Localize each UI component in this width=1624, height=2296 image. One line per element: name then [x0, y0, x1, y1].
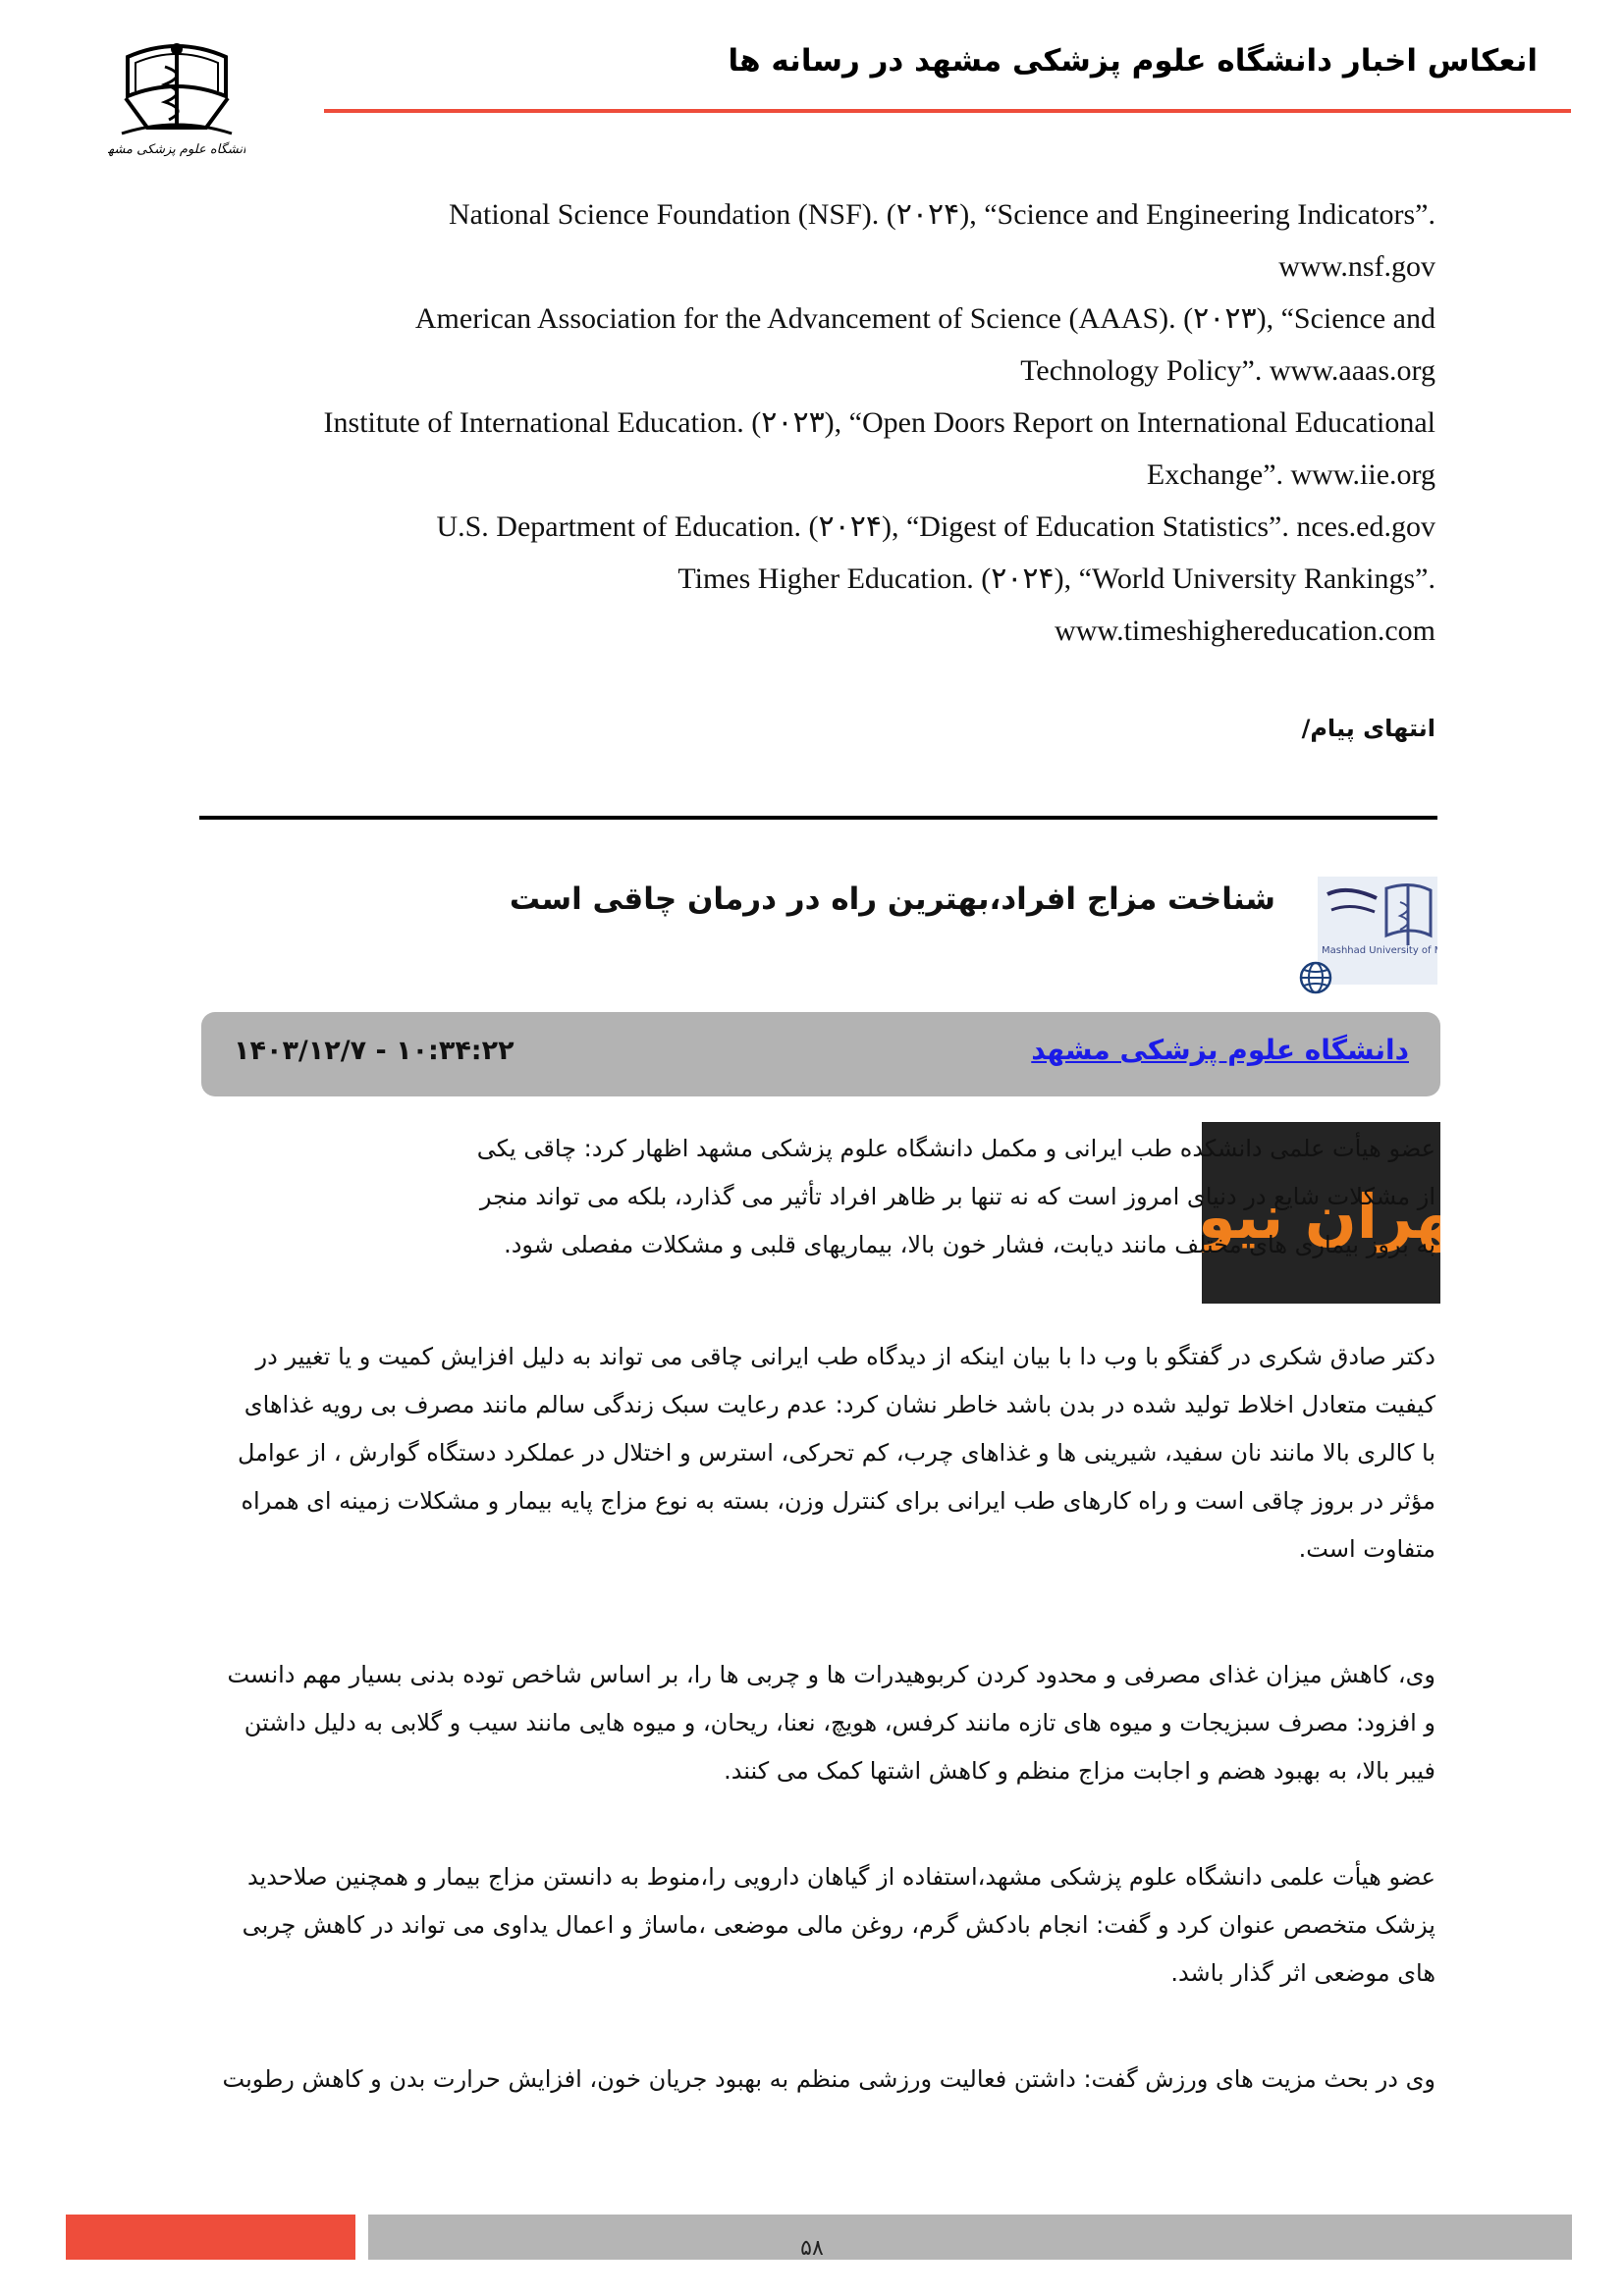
reference-line: Institute of International Education. (۲۰۲۳), “Open Doors Report on International Educational [323, 406, 1435, 439]
article-paragraph [196, 1333, 1435, 1574]
reference-line: Technology Policy”. www.aaas.org [1020, 354, 1435, 387]
paragraph-line: فیبر بالا، به بهبود هضم و اجابت مزاج منظم و کاهش اشتها کمک می کنند. [724, 1757, 1435, 1785]
publish-datetime: ۱۴۰۳/۱۲/۷ - ۱۰:۳۴:۲۲ [234, 1036, 514, 1066]
paragraph-line: عضو هیأت علمی دانشکده طب ایرانی و مکمل دانشگاه علوم پزشکی مشهد اظهار کرد: چاقی یکی [476, 1135, 1435, 1162]
reference-item [196, 397, 1435, 501]
end-of-message: انتهای پیام/ [1301, 715, 1435, 742]
university-logo-icon [108, 37, 245, 163]
paragraph-line: از مشکلات شایع در دنیای امروز است که نه تنها بر ظاهر افراد تأثیر می گذارد، بلکه می تواند منجر [479, 1183, 1435, 1210]
paragraph-line: با کالری بالا مانند نان سفید، شیرینی ها و غذاهای چرب، کم تحرکی، استرس و اختلال در عملکرد دستگاه گوارش ، از عوامل [237, 1439, 1435, 1467]
outlet-logo-text: هران نیو [1202, 1181, 1440, 1253]
article-paragraph [196, 1651, 1435, 1795]
reference-item [196, 188, 1435, 293]
reference-line: www.nsf.gov [1278, 250, 1435, 283]
source-link[interactable]: دانشگاه علوم پزشکی مشهد [1031, 1034, 1409, 1066]
paragraph-line: های موضعی اثر گذار باشد. [1170, 1959, 1435, 1987]
svg-text:دانشگاه علوم پزشکی مشهد: دانشگاه علوم پزشکی مشهد [108, 142, 245, 157]
paragraph-line: متفاوت است. [1298, 1535, 1435, 1563]
page-number: ۵۸ [800, 2236, 824, 2261]
paragraph-line: مؤثر در بروز چاقی است و راه کارهای طب ایرانی برای کنترل وزن، بسته به نوع مزاج پایه بیمار و مشکلات زمینه ای همراه [241, 1487, 1435, 1515]
source-thumbnail [1318, 877, 1437, 985]
reference-line: www.timeshighereducation.com [1055, 614, 1435, 647]
university-logo [108, 37, 245, 163]
paragraph-line: به بروز بیماری های مختلف مانند دیابت، فشار خون بالا، بیماریهای قلبی و مشکلات مفصلی شود. [504, 1231, 1435, 1258]
source-thumbnail-icon [1318, 877, 1437, 985]
paragraph-line: کیفیت متعادل اخلاط تولید شده در بدن باشد خاطر نشان کرد: عدم رعایت سبک زندگی سالم مانند مصرف بی رویه غذاهای [244, 1391, 1435, 1418]
reference-item [196, 501, 1435, 553]
reference-item [196, 293, 1435, 397]
paragraph-line: پزشک متخصص عنوان کرد و گفت: انجام بادکش گرم، روغن مالی موضعی ،ماساژ و اعمال یداوی می تواند در کاهش چربی [242, 1911, 1435, 1939]
article-meta-bar [201, 1012, 1440, 1096]
article-paragraph [196, 2056, 1435, 2104]
paragraph-line: و افزود: مصرف سبزیجات و میوه های تازه مانند کرفس، هویچ، نعنا، ریحان، و میوه هایی مانند سیب و گلابی به دلیل داشتن [244, 1709, 1435, 1736]
references-list [196, 188, 1435, 657]
reference-line: U.S. Department of Education. (۲۰۲۴), “Digest of Education Statistics”. nces.ed.gov [436, 510, 1435, 543]
paragraph-line: وی در بحث مزیت های ورزش گفت: داشتن فعالیت ورزشی منظم به بهبود جریان خون، افزایش حرارت بدن و کاهش رطوبت [222, 2065, 1435, 2093]
reference-line: Exchange”. www.iie.org [1146, 458, 1435, 491]
article-paragraph [196, 1853, 1435, 1998]
reference-item [196, 553, 1435, 657]
svg-text:Mashhad University of Medical: Mashhad University of [1322, 945, 1432, 956]
reference-line: National Science Foundation (NSF). (۲۰۲۴), “Science and Engineering Indicators”. [449, 198, 1435, 231]
paragraph-line: دکتر صادق شکری در گفتگو با وب دا با بیان اینکه از دیدگاه طب ایرانی چاقی می تواند به دلیل افزایش کمیت و یا تغییر در [255, 1343, 1435, 1370]
paragraph-line: وی، کاهش میزان غذای مصرفی و محدود کردن کربوهیدرات ها و چربی ها را، بر اساس شاخص توده بدنی بسیار مهم دانست [227, 1661, 1435, 1688]
reference-line: American Association for the Advancement of Science (AAAS). (۲۰۲۳), “Science and [414, 302, 1435, 335]
paragraph-line: عضو هیأت علمی دانشگاه علوم پزشکی مشهد،استفاده از گیاهان دارویی را،منوط به دانستن مزاج بیمار و همچنین صلاحدید [247, 1863, 1435, 1891]
section-divider [199, 816, 1437, 820]
article-title: شناخت مزاج افراد،بهترین راه در درمان چاقی است [509, 881, 1275, 917]
globe-icon [1298, 960, 1333, 995]
reference-line: Times Higher Education. (۲۰۲۴), “World University Rankings”. [677, 562, 1435, 595]
article-paragraph [434, 1125, 1435, 1269]
header-title: انعکاس اخبار دانشگاه علوم پزشکی مشهد در رسانه ها [728, 43, 1538, 79]
header-divider [324, 109, 1571, 113]
